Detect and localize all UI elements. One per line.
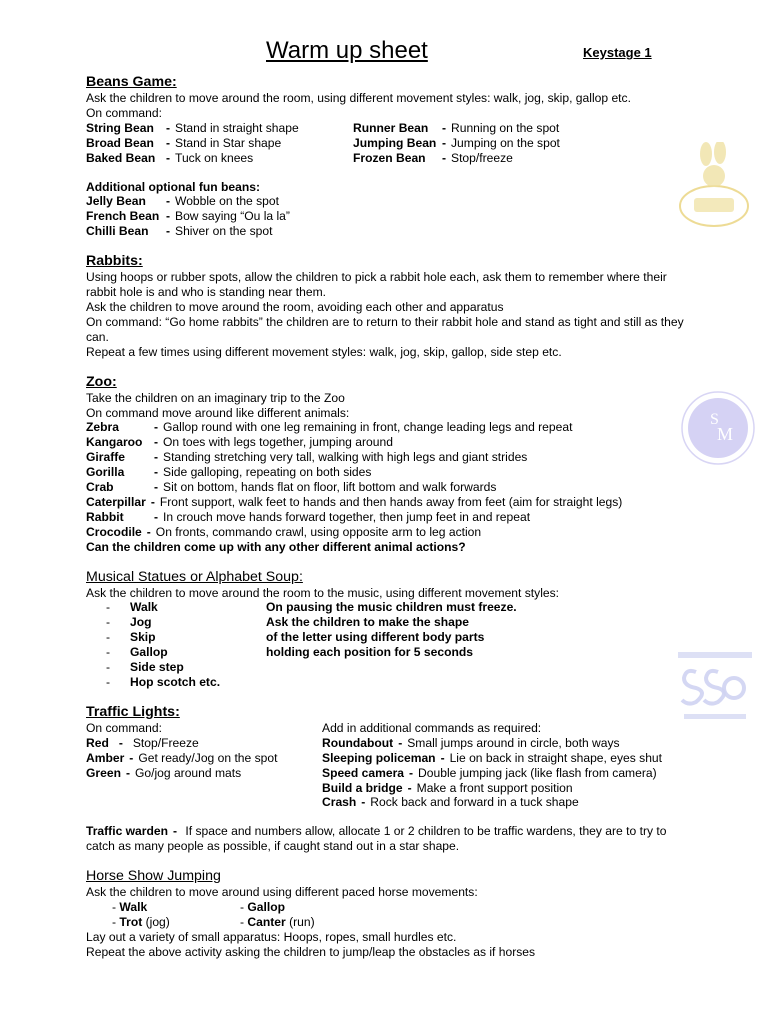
document-body: [86, 36, 686, 974]
zoo-heading: Zoo:: [86, 373, 117, 390]
dash: -: [165, 135, 171, 150]
movement-note: Ask the children to make the shape: [266, 615, 469, 630]
movement-word: Side step: [130, 660, 184, 675]
horse-intro: Ask the children to move around using different paced horse movements:: [86, 885, 478, 900]
dash: -: [172, 824, 178, 839]
rabbits-section: [86, 253, 686, 359]
tove-rabbit-logo: [676, 142, 752, 234]
color-desc: Stop/Freeze: [132, 735, 199, 750]
warden-desc: If space and numbers allow, allocate 1 or 2 children to be traffic wardens, they are to try to catch as many people as possible, if caught stand out in a star shape.: [86, 824, 667, 854]
horse-heading: Horse Show Jumping: [86, 868, 221, 885]
optional-bean-row: [86, 224, 686, 239]
command-desc: Lie on back in straight shape, eyes shut: [449, 750, 663, 765]
bean-desc: Stand in straight shape: [175, 120, 299, 135]
additional-row: [322, 781, 686, 796]
header: [86, 36, 686, 74]
dash: -: [165, 194, 171, 209]
bean-row: [86, 121, 686, 136]
bean-name: Runner Bean: [353, 120, 429, 135]
movement-word: Skip: [130, 630, 156, 645]
movement-note: holding each position for 5 seconds: [266, 645, 473, 660]
optional-bean-row: [86, 194, 686, 209]
dash: -: [150, 494, 155, 509]
dash: -: [441, 135, 447, 150]
dash: -: [153, 509, 159, 524]
bean-desc: Shiver on the spot: [175, 224, 273, 239]
bean-desc: Tuck on knees: [175, 150, 254, 165]
bean-desc: Running on the spot: [451, 120, 560, 135]
additional-row: [322, 751, 686, 766]
bullet: -: [106, 675, 111, 689]
command-name: Crash: [322, 795, 357, 810]
dash: -: [441, 150, 447, 165]
horse-line: Repeat the above activity asking the children to jump/leap the obstacles as if horses: [86, 944, 536, 959]
musical-item: [86, 660, 686, 675]
warden-name: Traffic warden: [86, 824, 168, 839]
zoo-section: [86, 374, 686, 555]
movement-word: Walk: [130, 600, 158, 615]
bullet: -: [106, 615, 111, 630]
command-desc: Double jumping jack (like flash from camera): [418, 765, 657, 780]
dash: -: [153, 435, 159, 450]
bean-name: String Bean: [86, 120, 154, 135]
dash: -: [129, 750, 134, 765]
dash: -: [153, 465, 159, 480]
color-desc: Get ready/Jog on the spot: [138, 750, 278, 765]
traffic-color-row: [86, 736, 322, 751]
bean-desc: Stop/freeze: [451, 150, 513, 165]
bean-name: Jumping Bean: [353, 135, 437, 150]
bean-row: [86, 151, 686, 166]
horse-show-section: [86, 868, 686, 960]
animal-name: Rabbit: [86, 509, 124, 524]
traffic-heading: Traffic Lights:: [86, 703, 180, 720]
rabbits-heading: Rabbits:: [86, 253, 143, 270]
horse-trot: Trot: [119, 914, 143, 929]
bullet: -: [106, 630, 111, 645]
command-name: Sleeping policeman: [322, 750, 436, 765]
animal-desc: In crouch move hands forward together, then jump feet in and repeat: [163, 509, 531, 524]
command-name: Speed camera: [322, 765, 405, 780]
animal-row: [86, 450, 686, 465]
bean-name: French Bean: [86, 209, 160, 224]
horse-trot-note: (jog): [145, 914, 170, 929]
traffic-color-row: [86, 766, 322, 781]
zoo-question: Can the children come up with any other different animal actions?: [86, 539, 466, 554]
optional-bean-row: [86, 209, 686, 224]
horse-walk: Walk: [119, 900, 148, 915]
movement-word: Hop scotch etc.: [130, 675, 221, 689]
page-title: Warm up sheet: [266, 37, 428, 64]
animal-name: Caterpillar: [86, 494, 146, 509]
dash: -: [165, 209, 171, 224]
animal-desc: Front support, walk feet to hands and then hands away from feet (aim for straight legs): [159, 494, 623, 509]
traffic-colors-column: [86, 721, 322, 810]
horse-canter: Canter: [247, 914, 286, 929]
traffic-lights-section: [86, 704, 686, 854]
additional-intro: Add in additional commands as required:: [322, 720, 542, 735]
dash: -: [153, 450, 159, 465]
musical-item: [86, 600, 686, 615]
command-name: Roundabout: [322, 735, 394, 750]
additional-row: [322, 736, 686, 751]
animal-desc: Side galloping, repeating on both sides: [163, 465, 372, 480]
dash: -: [398, 735, 403, 750]
ssco-partnership-logo: [674, 648, 756, 724]
sam-circle-logo: [680, 388, 756, 472]
bean-desc: Jumping on the spot: [451, 135, 560, 150]
zoo-intro: Take the children on an imaginary trip to the Zoo: [86, 390, 345, 405]
dash: -: [440, 750, 445, 765]
svg-text:S: S: [710, 411, 719, 428]
animal-desc: On toes with legs together, jumping around: [163, 435, 393, 450]
bullet: -: [106, 645, 111, 660]
animal-name: Zebra: [86, 420, 119, 435]
rabbits-line: Repeat a few times using different movement styles: walk, jog, skip, gallop, side step etc.: [86, 344, 562, 359]
keystage-label: Keystage 1: [583, 45, 652, 60]
musical-statues-section: [86, 569, 686, 690]
animal-row: [86, 510, 686, 525]
optional-beans-heading: Additional optional fun beans:: [86, 179, 261, 194]
command-desc: Small jumps around in circle, both ways: [407, 735, 620, 750]
dash: -: [361, 795, 366, 810]
svg-text:M: M: [717, 424, 734, 444]
traffic-command: On command:: [86, 720, 162, 735]
animal-row: [86, 525, 686, 540]
beans-intro: Ask the children to move around the room, using different movement styles: walk, jog, skip, gallop etc.: [86, 91, 631, 105]
musical-item: [86, 645, 686, 660]
animal-name: Giraffe: [86, 450, 125, 465]
bean-desc: Bow saying “Ou la la”: [175, 209, 290, 224]
dash: -: [165, 120, 171, 135]
musical-item: [86, 630, 686, 645]
dash: -: [153, 480, 159, 495]
beans-heading: Beans Game:: [86, 74, 177, 90]
color-name: Red: [86, 735, 109, 750]
dash: -: [118, 735, 123, 750]
additional-row: [322, 766, 686, 781]
horse-line: Lay out a variety of small apparatus: Hoops, ropes, small hurdles etc.: [86, 929, 457, 944]
bean-name: Frozen Bean: [353, 150, 426, 165]
dash: -: [441, 120, 447, 135]
bean-desc: Stand in Star shape: [175, 135, 282, 150]
animal-name: Crocodile: [86, 524, 142, 539]
dash: -: [165, 150, 171, 165]
traffic-additional-column: [322, 721, 686, 810]
color-name: Green: [86, 765, 121, 780]
musical-heading: Musical Statues or Alphabet Soup:: [86, 568, 303, 585]
traffic-warden-paragraph: [86, 824, 686, 854]
horse-gallop: Gallop: [247, 900, 286, 915]
movement-note: of the letter using different body parts: [266, 630, 485, 645]
bean-row: [86, 136, 686, 151]
additional-row: [322, 795, 686, 810]
zoo-intro: On command move around like different animals:: [86, 405, 350, 420]
animal-row: [86, 495, 686, 510]
command-desc: Rock back and forward in a tuck shape: [370, 795, 579, 810]
traffic-columns: [86, 721, 686, 810]
dash: -: [165, 224, 171, 239]
musical-item: [86, 615, 686, 630]
bean-name: Broad Bean: [86, 135, 154, 150]
movement-word: Gallop: [130, 645, 168, 660]
musical-intro: Ask the children to move around the room to the music, using different movement styles:: [86, 585, 560, 600]
bean-desc: Wobble on the spot: [175, 194, 279, 209]
traffic-color-row: [86, 751, 322, 766]
dash: -: [146, 524, 151, 539]
bullet: -: [106, 600, 111, 615]
rabbits-line: Ask the children to move around the room, avoiding each other and apparatus: [86, 299, 504, 314]
animal-row: [86, 420, 686, 435]
color-name: Amber: [86, 750, 125, 765]
bean-name: Jelly Bean: [86, 194, 146, 209]
dash: -: [153, 420, 159, 435]
rabbits-line: Using hoops or rubber spots, allow the children to pick a rabbit hole each, ask them to remember where their rabbit hole is and who is standing near them.: [86, 270, 667, 300]
animal-name: Gorilla: [86, 465, 125, 480]
dash: -: [407, 780, 412, 795]
dash: -: [409, 765, 414, 780]
movement-word: Jog: [130, 615, 152, 630]
horse-row: - Walk - Gallop: [112, 900, 286, 915]
rabbits-line: On command: “Go home rabbits” the children are to return to their rabbit hole and stand as tight and still as they can.: [86, 314, 684, 344]
command-name: Build a bridge: [322, 780, 403, 795]
animal-name: Kangaroo: [86, 435, 143, 450]
animal-row: [86, 435, 686, 450]
horse-row: - Trot (jog) - Canter (run): [112, 914, 315, 929]
musical-item: [86, 675, 686, 690]
bullet: -: [106, 660, 111, 675]
animal-desc: On fronts, commando crawl, using opposite arm to leg action: [155, 524, 482, 539]
dash: -: [125, 765, 130, 780]
animal-desc: Standing stretching very tall, walking with high legs and giant strides: [163, 450, 528, 465]
animal-name: Crab: [86, 480, 114, 495]
horse-canter-note: (run): [289, 914, 315, 929]
color-desc: Go/jog around mats: [134, 765, 242, 780]
command-desc: Make a front support position: [416, 780, 573, 795]
bean-name: Chilli Bean: [86, 224, 149, 239]
animal-desc: Gallop round with one leg remaining in front, change leading legs and repeat: [163, 420, 573, 435]
beans-command: On command:: [86, 105, 162, 120]
movement-note: On pausing the music children must freeze.: [266, 600, 517, 615]
animal-row: [86, 465, 686, 480]
animal-row: [86, 480, 686, 495]
bean-name: Baked Bean: [86, 150, 156, 165]
beans-game-section: [86, 74, 686, 239]
animal-desc: Sit on bottom, hands flat on floor, lift bottom and walk forwards: [163, 480, 497, 495]
